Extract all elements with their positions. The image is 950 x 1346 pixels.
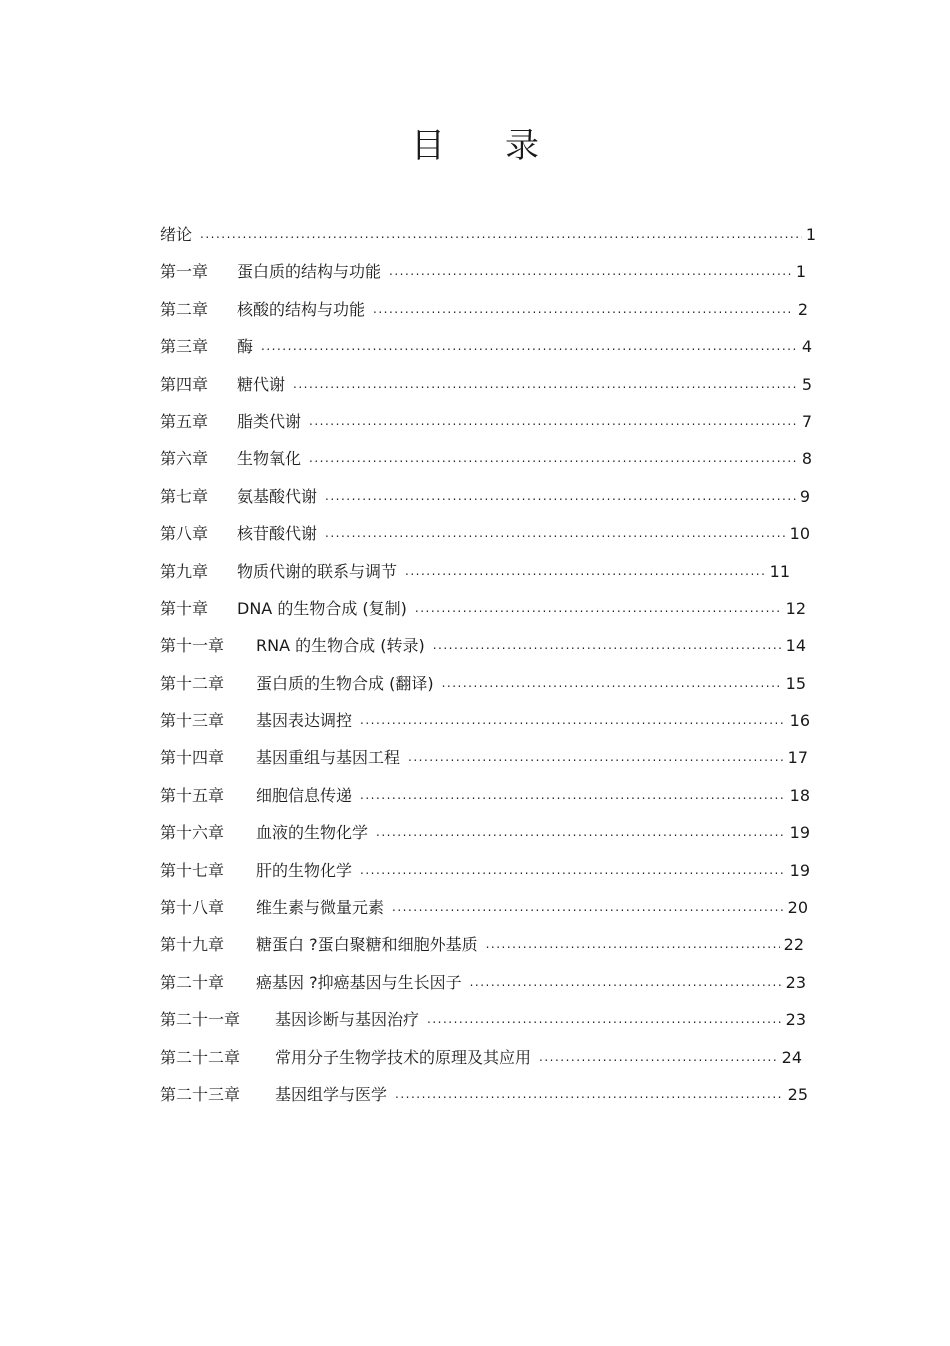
toc-chapter-number: 第十八章 xyxy=(160,898,225,918)
toc-leader-dots xyxy=(360,713,786,727)
toc-entry[interactable] xyxy=(160,521,816,558)
toc-leader-dots xyxy=(293,377,798,391)
toc-page-number: 14 xyxy=(785,636,806,656)
toc-chapter-title: 核苷酸代谢 xyxy=(237,524,318,544)
toc-leader-dots xyxy=(442,676,782,690)
toc-page-number: 16 xyxy=(789,711,810,731)
toc-chapter-title: 维生素与微量元素 xyxy=(256,898,385,918)
toc-entry-label xyxy=(160,484,317,507)
toc-page-number: 1 xyxy=(795,262,806,282)
toc-page-number: 23 xyxy=(785,1010,806,1030)
toc-chapter-number: 第七章 xyxy=(160,486,209,506)
toc-chapter-title: 糖代谢 xyxy=(237,374,286,394)
toc-page-number: 24 xyxy=(781,1047,802,1067)
toc-chapter-number: 第四章 xyxy=(160,374,209,394)
toc-entry-label xyxy=(160,671,434,694)
toc-leader-dots xyxy=(309,414,798,428)
toc-leader-dots xyxy=(539,1050,778,1064)
toc-entry-label xyxy=(160,259,381,282)
toc-chapter-title: 氨基酸代谢 xyxy=(237,486,318,506)
toc-entry-label xyxy=(160,745,400,768)
toc-chapter-title: 基因诊断与基因治疗 xyxy=(275,1010,420,1030)
toc-entry-label xyxy=(160,334,253,357)
table-of-contents xyxy=(160,222,816,1119)
toc-entry-label xyxy=(160,633,425,656)
toc-entry-label xyxy=(160,970,462,993)
toc-entry-label xyxy=(160,708,352,731)
toc-entry[interactable] xyxy=(160,783,816,820)
toc-entry[interactable] xyxy=(160,222,816,259)
page-title xyxy=(0,118,950,167)
toc-chapter-number: 第八章 xyxy=(160,524,209,544)
toc-entry[interactable] xyxy=(160,970,816,1007)
toc-leader-dots xyxy=(486,937,780,951)
toc-chapter-number: 第十六章 xyxy=(160,823,225,843)
toc-entry-label xyxy=(160,858,352,881)
title-char-2: 录 xyxy=(505,126,539,166)
toc-leader-dots xyxy=(470,975,782,989)
toc-leader-dots xyxy=(415,601,782,615)
toc-chapter-number: 第十二章 xyxy=(160,673,225,693)
toc-entry-label xyxy=(160,1007,419,1030)
toc-chapter-title: RNA 的生物合成 (转录) xyxy=(256,636,425,656)
toc-chapter-title: 癌基因 ?抑癌基因与生长因子 xyxy=(256,972,462,992)
toc-page-number: 18 xyxy=(789,785,810,805)
toc-entry[interactable] xyxy=(160,559,816,596)
toc-page-number: 22 xyxy=(783,935,804,955)
toc-page-number: 9 xyxy=(799,486,810,506)
toc-chapter-title: 脂类代谢 xyxy=(237,411,302,431)
toc-page-number: 15 xyxy=(785,673,806,693)
toc-entry-label xyxy=(160,783,352,806)
toc-entry-label xyxy=(160,895,384,918)
toc-leader-dots xyxy=(405,564,766,578)
toc-entry-label xyxy=(160,222,192,245)
toc-entry[interactable] xyxy=(160,372,816,409)
toc-leader-dots xyxy=(395,1087,784,1101)
toc-page-number: 2 xyxy=(797,299,808,319)
toc-page-number: 4 xyxy=(801,337,812,357)
toc-chapter-title: 常用分子生物学技术的原理及其应用 xyxy=(275,1047,532,1067)
toc-entry[interactable] xyxy=(160,446,816,483)
toc-chapter-title: 蛋白质的结构与功能 xyxy=(237,262,382,282)
toc-entry[interactable] xyxy=(160,1045,816,1082)
toc-entry[interactable] xyxy=(160,297,816,334)
toc-entry[interactable] xyxy=(160,409,816,446)
toc-leader-dots xyxy=(433,638,782,652)
toc-leader-dots xyxy=(408,750,784,764)
toc-leader-dots xyxy=(325,489,796,503)
toc-chapter-title: 核酸的结构与功能 xyxy=(237,299,366,319)
toc-entry[interactable] xyxy=(160,895,816,932)
toc-leader-dots xyxy=(392,900,784,914)
toc-page-number: 10 xyxy=(789,524,810,544)
toc-leader-dots xyxy=(389,264,792,278)
toc-page-number: 25 xyxy=(787,1084,808,1104)
toc-leader-dots xyxy=(200,227,802,241)
toc-chapter-number: 第三章 xyxy=(160,337,209,357)
toc-leader-dots xyxy=(309,451,798,465)
toc-page-number: 7 xyxy=(801,411,812,431)
toc-entry[interactable] xyxy=(160,932,816,969)
toc-entry-label xyxy=(160,820,368,843)
toc-chapter-title: 肝的生物化学 xyxy=(256,860,353,880)
toc-entry[interactable] xyxy=(160,484,816,521)
toc-chapter-title: 绪论 xyxy=(160,225,193,244)
toc-page-number: 19 xyxy=(789,860,810,880)
toc-chapter-title: 细胞信息传递 xyxy=(256,785,353,805)
toc-chapter-title: 基因表达调控 xyxy=(256,711,353,731)
toc-chapter-title: 蛋白质的生物合成 (翻译) xyxy=(256,673,434,693)
toc-leader-dots xyxy=(373,302,794,316)
toc-chapter-number: 第十三章 xyxy=(160,711,225,731)
toc-chapter-title: 物质代谢的联系与调节 xyxy=(237,561,398,581)
toc-chapter-title: 基因重组与基因工程 xyxy=(256,748,401,768)
toc-entry-label xyxy=(160,1082,387,1105)
toc-entry[interactable] xyxy=(160,1082,816,1119)
toc-page-number: 11 xyxy=(769,561,790,581)
toc-entry[interactable] xyxy=(160,745,816,782)
toc-chapter-number: 第十九章 xyxy=(160,935,225,955)
toc-entry[interactable] xyxy=(160,1007,816,1044)
toc-entry-label xyxy=(160,521,317,544)
toc-chapter-number: 第二十二章 xyxy=(160,1047,241,1067)
toc-leader-dots xyxy=(325,526,786,540)
toc-chapter-title: 酶 xyxy=(237,337,254,357)
toc-chapter-number: 第十章 xyxy=(160,598,209,618)
toc-leader-dots xyxy=(360,863,786,877)
toc-chapter-number: 第一章 xyxy=(160,262,209,282)
toc-entry[interactable] xyxy=(160,858,816,895)
toc-chapter-number: 第十四章 xyxy=(160,748,225,768)
toc-leader-dots xyxy=(376,825,786,839)
toc-entry-label xyxy=(160,372,285,395)
toc-entry[interactable] xyxy=(160,820,816,857)
toc-page-number: 17 xyxy=(787,748,808,768)
toc-chapter-number: 第二十三章 xyxy=(160,1084,241,1104)
toc-entry[interactable] xyxy=(160,596,816,633)
toc-page-number: 8 xyxy=(801,449,812,469)
toc-leader-dots xyxy=(261,339,798,353)
toc-chapter-number: 第十五章 xyxy=(160,785,225,805)
toc-entry[interactable] xyxy=(160,259,816,296)
toc-entry-label xyxy=(160,1045,531,1068)
toc-chapter-title: 生物氧化 xyxy=(237,449,302,469)
toc-entry[interactable] xyxy=(160,708,816,745)
toc-leader-dots xyxy=(427,1012,782,1026)
toc-chapter-title: 糖蛋白 ?蛋白聚糖和细胞外基质 xyxy=(256,935,478,955)
toc-entry[interactable] xyxy=(160,671,816,708)
toc-chapter-number: 第二十章 xyxy=(160,972,225,992)
toc-page-number: 20 xyxy=(787,898,808,918)
toc-page-number: 5 xyxy=(801,374,812,394)
toc-entry-label xyxy=(160,559,397,582)
toc-entry-label xyxy=(160,932,478,955)
toc-chapter-title: 血液的生物化学 xyxy=(256,823,369,843)
toc-entry-label xyxy=(160,297,365,320)
title-char-1: 目 xyxy=(411,126,445,166)
toc-chapter-number: 第五章 xyxy=(160,411,209,431)
toc-chapter-number: 第二章 xyxy=(160,299,209,319)
toc-page-number: 23 xyxy=(785,972,806,992)
toc-page-number: 1 xyxy=(805,225,816,244)
toc-entry[interactable] xyxy=(160,633,816,670)
toc-chapter-title: DNA 的生物合成 (复制) xyxy=(237,598,407,618)
toc-entry-label xyxy=(160,446,301,469)
toc-chapter-number: 第九章 xyxy=(160,561,209,581)
toc-page-number: 19 xyxy=(789,823,810,843)
toc-entry-label xyxy=(160,409,301,432)
toc-chapter-number: 第二十一章 xyxy=(160,1010,241,1030)
toc-page-number: 12 xyxy=(785,598,806,618)
toc-chapter-title: 基因组学与医学 xyxy=(275,1084,388,1104)
toc-leader-dots xyxy=(360,788,786,802)
toc-entry-label xyxy=(160,596,407,619)
toc-chapter-number: 第十七章 xyxy=(160,860,225,880)
toc-chapter-number: 第十一章 xyxy=(160,636,225,656)
toc-entry[interactable] xyxy=(160,334,816,371)
toc-chapter-number: 第六章 xyxy=(160,449,209,469)
